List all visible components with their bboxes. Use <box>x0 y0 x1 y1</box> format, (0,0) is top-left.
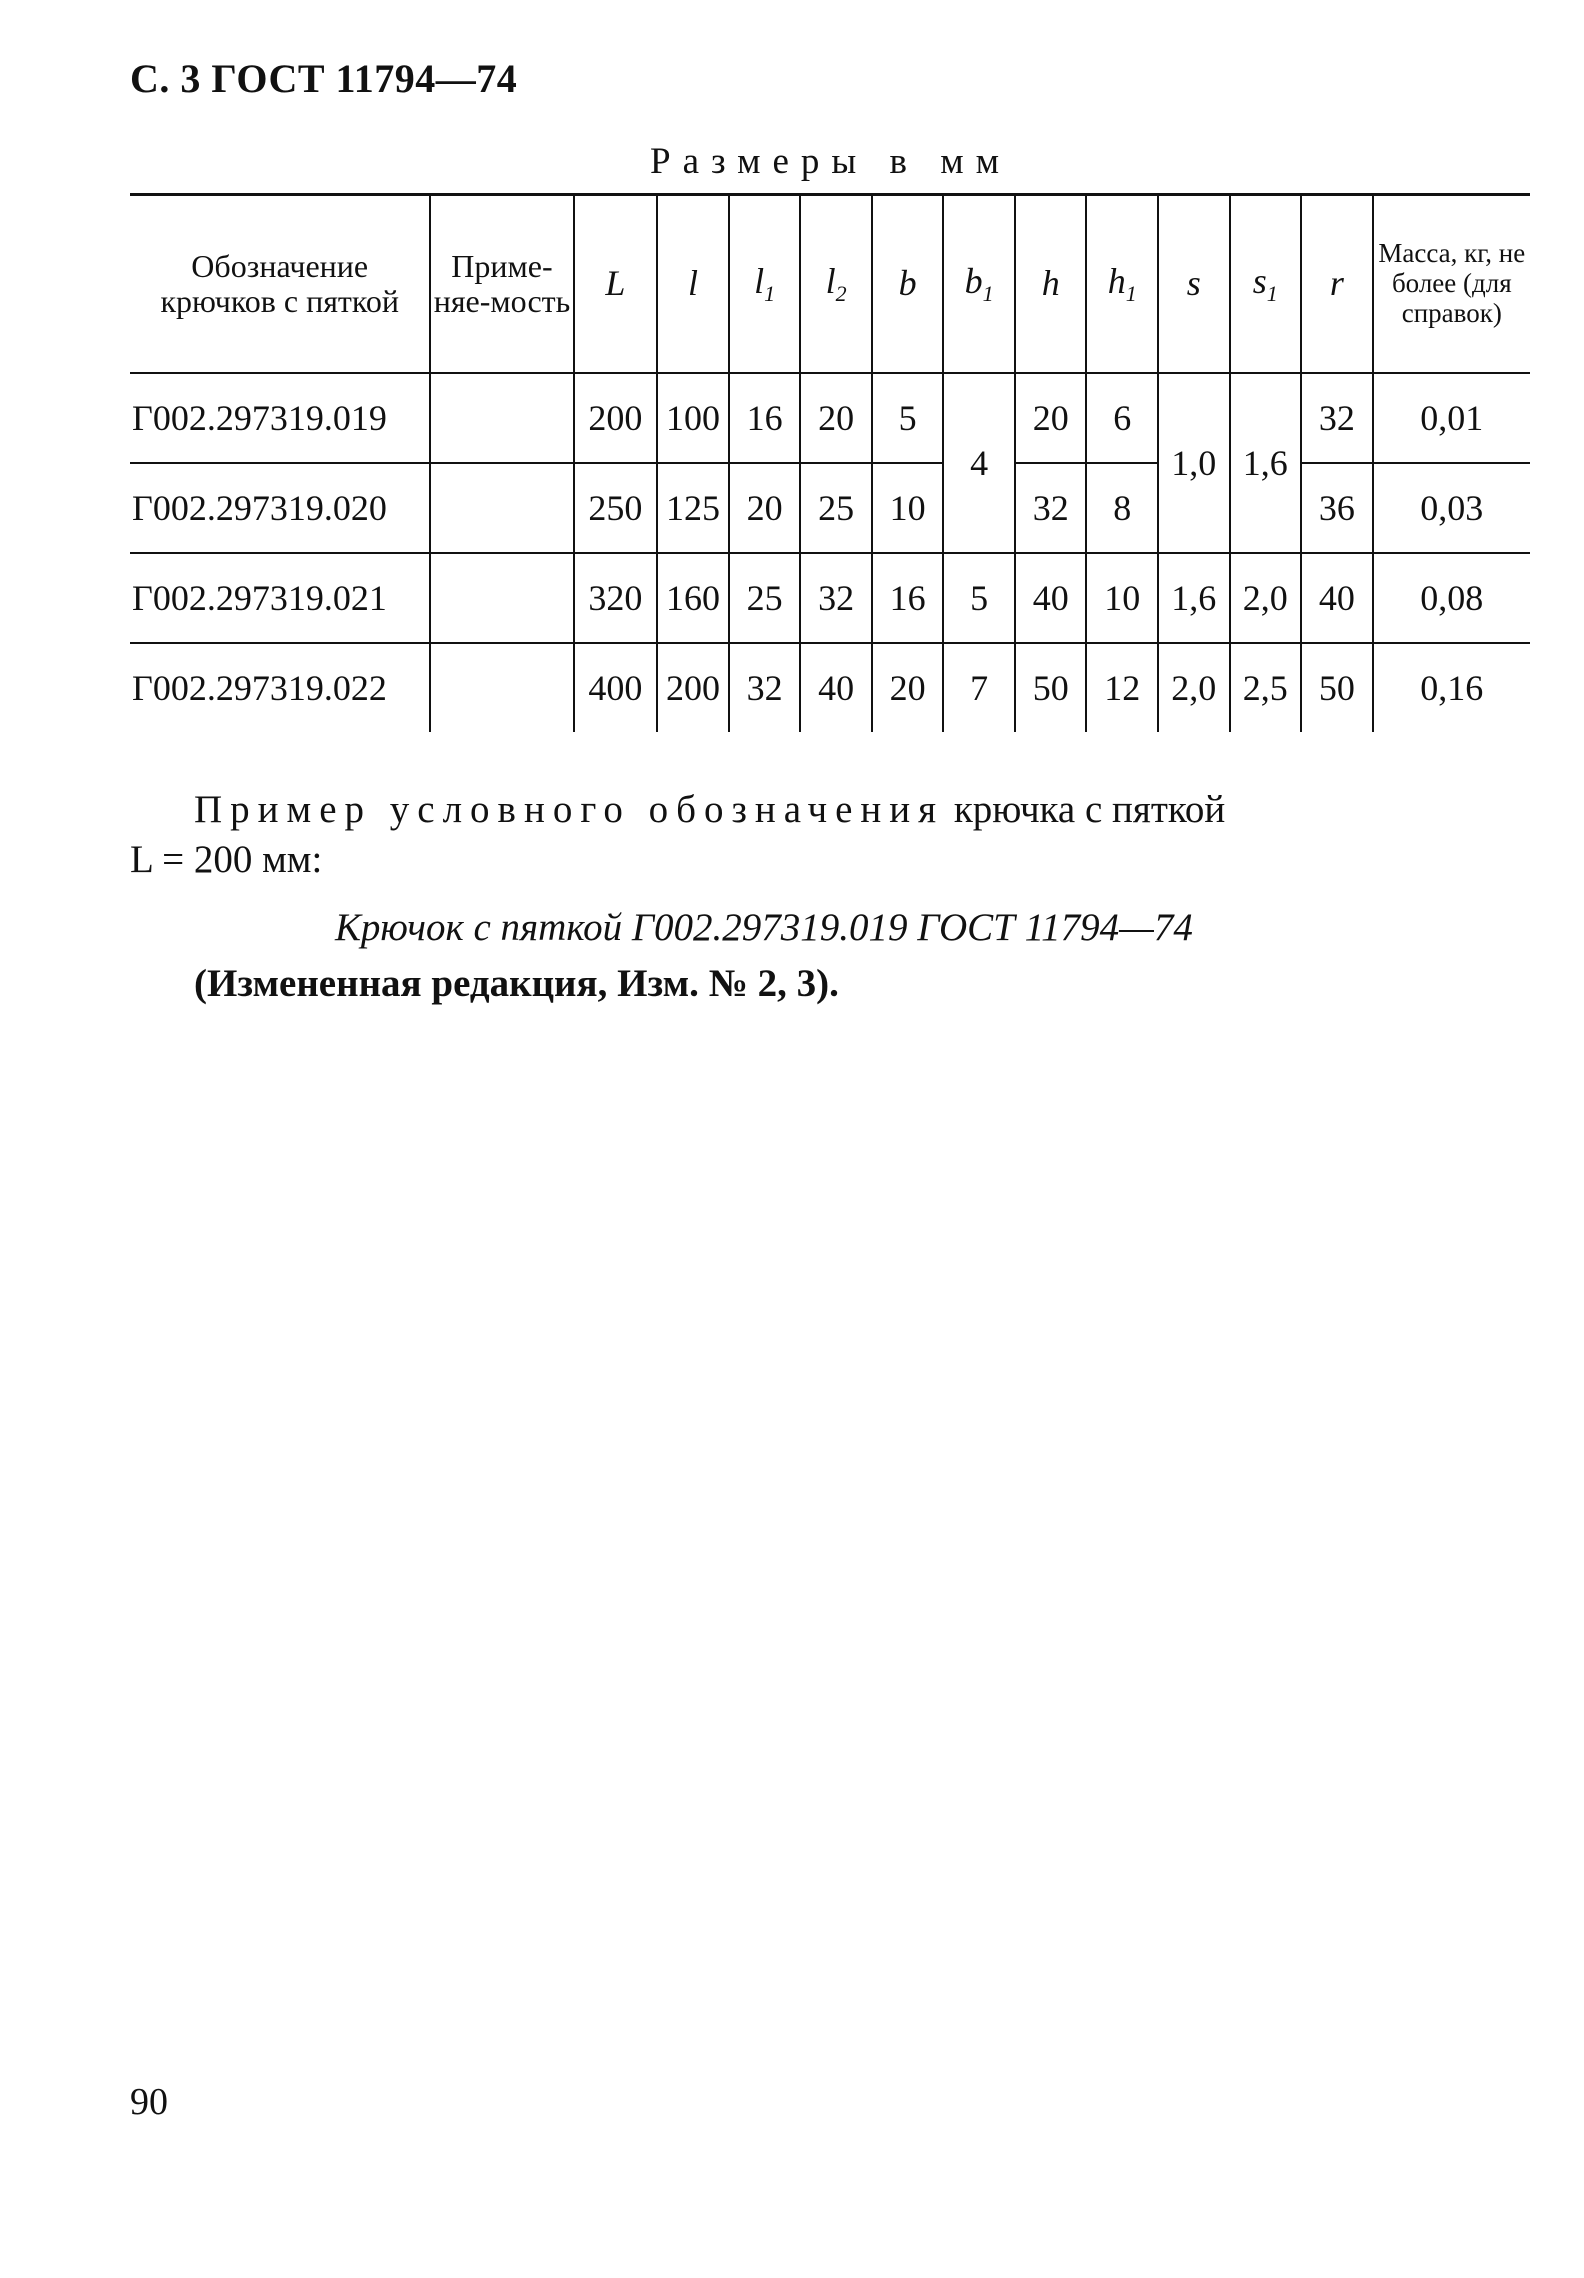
header-b: b <box>872 195 944 374</box>
cell-l1: 32 <box>729 643 801 732</box>
header-h1 <box>1086 195 1158 374</box>
cell-L: 320 <box>574 553 658 643</box>
cell-L: 200 <box>574 373 658 463</box>
cell-l1: 20 <box>729 463 801 553</box>
cell-applicability <box>430 463 573 553</box>
header-b1 <box>943 195 1015 374</box>
cell-b: 5 <box>872 373 944 463</box>
example-designation: Крючок с пяткой Г002.297319.019 ГОСТ 11794—74 <box>335 906 1193 949</box>
cell-b1: 7 <box>943 643 1015 732</box>
cell-designation: Г002.297319.021 <box>130 553 430 643</box>
header-h: h <box>1015 195 1087 374</box>
cell-l: 125 <box>657 463 729 553</box>
cell-b: 10 <box>872 463 944 553</box>
header-h1-base: h <box>1107 260 1126 301</box>
cell-h1: 12 <box>1086 643 1158 732</box>
example-line-2: L = 200 мм: <box>130 838 323 881</box>
header-r: r <box>1301 195 1373 374</box>
table-row <box>130 643 1530 732</box>
header-h1-sub: 1 <box>1125 281 1137 306</box>
cell-mass: 0,03 <box>1373 463 1530 553</box>
page-header: С. 3 ГОСТ 11794—74 <box>130 56 518 101</box>
cell-designation: Г002.297319.022 <box>130 643 430 732</box>
cell-h: 20 <box>1015 373 1087 463</box>
units-caption: Размеры в мм <box>650 141 1012 182</box>
example-line-1 <box>130 785 1530 835</box>
cell-l1: 25 <box>729 553 801 643</box>
header-s1-sub: 1 <box>1266 281 1278 306</box>
cell-l: 160 <box>657 553 729 643</box>
cell-applicability <box>430 553 573 643</box>
header-applicability: Приме-няе-мость <box>430 195 573 374</box>
cell-l2: 32 <box>800 553 872 643</box>
designation-example <box>130 785 1530 1009</box>
dimensions-table <box>130 193 1530 732</box>
cell-b1: 4 <box>943 373 1015 553</box>
cell-designation: Г002.297319.020 <box>130 463 430 553</box>
table-header-row <box>130 195 1530 374</box>
cell-b1: 5 <box>943 553 1015 643</box>
header-l1 <box>729 195 801 374</box>
cell-L: 250 <box>574 463 658 553</box>
amendment-note: (Измененная редакция, Изм. № 2, 3). <box>194 962 839 1005</box>
header-designation: Обозначение крючков с пяткой <box>130 195 430 374</box>
header-l2 <box>800 195 872 374</box>
cell-b: 20 <box>872 643 944 732</box>
cell-h1: 6 <box>1086 373 1158 463</box>
cell-l: 200 <box>657 643 729 732</box>
header-s1 <box>1230 195 1302 374</box>
header-l1-sub: 1 <box>764 281 776 306</box>
header-b1-sub: 1 <box>982 281 994 306</box>
cell-designation: Г002.297319.019 <box>130 373 430 463</box>
cell-s1: 2,0 <box>1230 553 1302 643</box>
header-s1-base: s <box>1252 260 1267 301</box>
cell-s: 1,0 <box>1158 373 1230 553</box>
header-l2-base: l <box>825 260 836 301</box>
cell-h: 50 <box>1015 643 1087 732</box>
cell-applicability <box>430 643 573 732</box>
cell-l2: 25 <box>800 463 872 553</box>
cell-applicability <box>430 373 573 463</box>
cell-b: 16 <box>872 553 944 643</box>
header-mass: Масса, кг, не более (для справок) <box>1373 195 1530 374</box>
example-lead-tail: крючка с пяткой <box>953 788 1226 831</box>
cell-r: 32 <box>1301 373 1373 463</box>
header-L: L <box>574 195 658 374</box>
cell-h: 32 <box>1015 463 1087 553</box>
header-s: s <box>1158 195 1230 374</box>
table-row <box>130 373 1530 463</box>
cell-mass: 0,01 <box>1373 373 1530 463</box>
cell-h: 40 <box>1015 553 1087 643</box>
cell-l2: 40 <box>800 643 872 732</box>
cell-r: 40 <box>1301 553 1373 643</box>
cell-l1: 16 <box>729 373 801 463</box>
header-l1-base: l <box>754 260 765 301</box>
cell-l2: 20 <box>800 373 872 463</box>
cell-h1: 10 <box>1086 553 1158 643</box>
cell-r: 36 <box>1301 463 1373 553</box>
header-l2-sub: 2 <box>835 281 847 306</box>
cell-l: 100 <box>657 373 729 463</box>
cell-s: 2,0 <box>1158 643 1230 732</box>
cell-h1: 8 <box>1086 463 1158 553</box>
cell-L: 400 <box>574 643 658 732</box>
cell-s: 1,6 <box>1158 553 1230 643</box>
header-l: l <box>657 195 729 374</box>
table-row <box>130 463 1530 553</box>
cell-mass: 0,16 <box>1373 643 1530 732</box>
header-b1-base: b <box>964 260 983 301</box>
page-number: 90 <box>130 2081 168 2123</box>
example-lead: Пример условного обозначения <box>194 788 945 831</box>
cell-s1: 1,6 <box>1230 373 1302 553</box>
table-row <box>130 553 1530 643</box>
cell-r: 50 <box>1301 643 1373 732</box>
cell-s1: 2,5 <box>1230 643 1302 732</box>
cell-mass: 0,08 <box>1373 553 1530 643</box>
